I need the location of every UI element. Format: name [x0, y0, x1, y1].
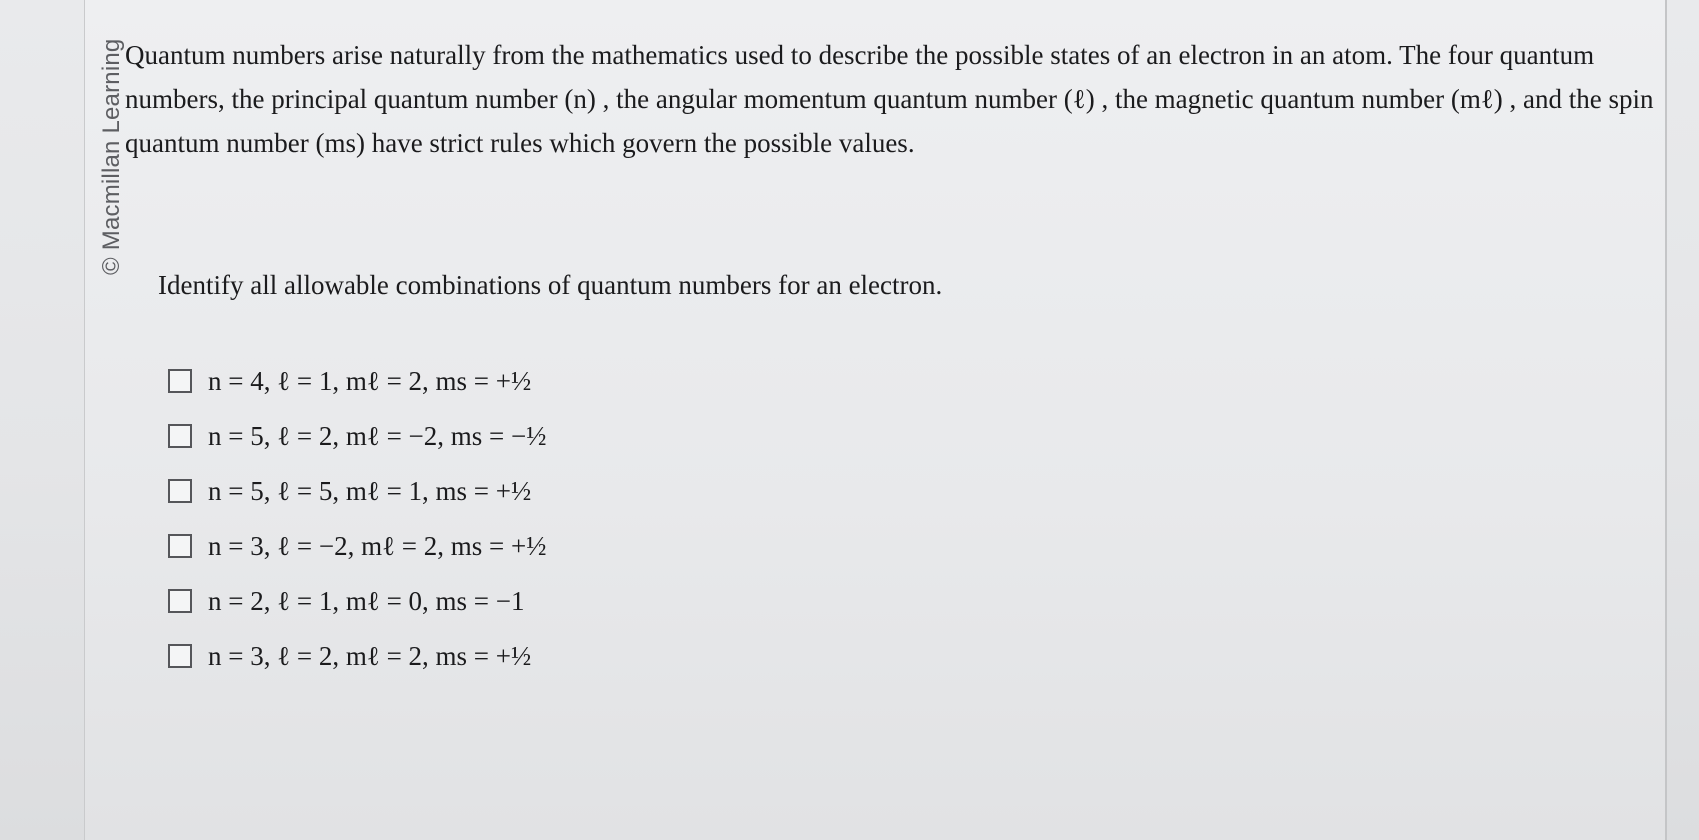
checkbox[interactable]: [168, 479, 192, 503]
question-prompt: Identify all allowable combinations of quantum numbers for an electron.: [158, 270, 943, 300]
option-label: n = 2, ℓ = 1, mℓ = 0, ms = −1: [208, 585, 525, 616]
checkbox[interactable]: [168, 534, 192, 558]
answer-option[interactable]: [168, 633, 531, 679]
checkbox[interactable]: [168, 589, 192, 613]
answer-option[interactable]: [168, 578, 525, 624]
checkbox[interactable]: [168, 369, 192, 393]
option-label: n = 5, ℓ = 5, mℓ = 1, ms = +½: [208, 475, 532, 506]
answer-option[interactable]: [168, 523, 547, 569]
option-label: n = 3, ℓ = −2, mℓ = 2, ms = +½: [208, 530, 547, 561]
checkbox[interactable]: [168, 424, 192, 448]
checkbox[interactable]: [168, 644, 192, 668]
copyright-watermark: © Macmillan Learning: [98, 38, 125, 275]
option-label: n = 5, ℓ = 2, mℓ = −2, ms = −½: [208, 420, 547, 451]
answer-option[interactable]: [168, 468, 531, 514]
answer-option[interactable]: [168, 413, 547, 459]
answer-option[interactable]: [168, 358, 531, 404]
option-label: n = 3, ℓ = 2, mℓ = 2, ms = +½: [208, 640, 532, 671]
option-label: n = 4, ℓ = 1, mℓ = 2, ms = +½: [208, 365, 532, 396]
intro-paragraph: Quantum numbers arise naturally from the mathematics used to describe the possible states of an electron in an atom. The four quantum numbers, the principal quantum number (n) , the angular momentum quantum number (ℓ) , the magnetic quantum number (mℓ) , and the spin quantum number (ms) have strict rules which govern the possible values.: [125, 40, 1654, 158]
